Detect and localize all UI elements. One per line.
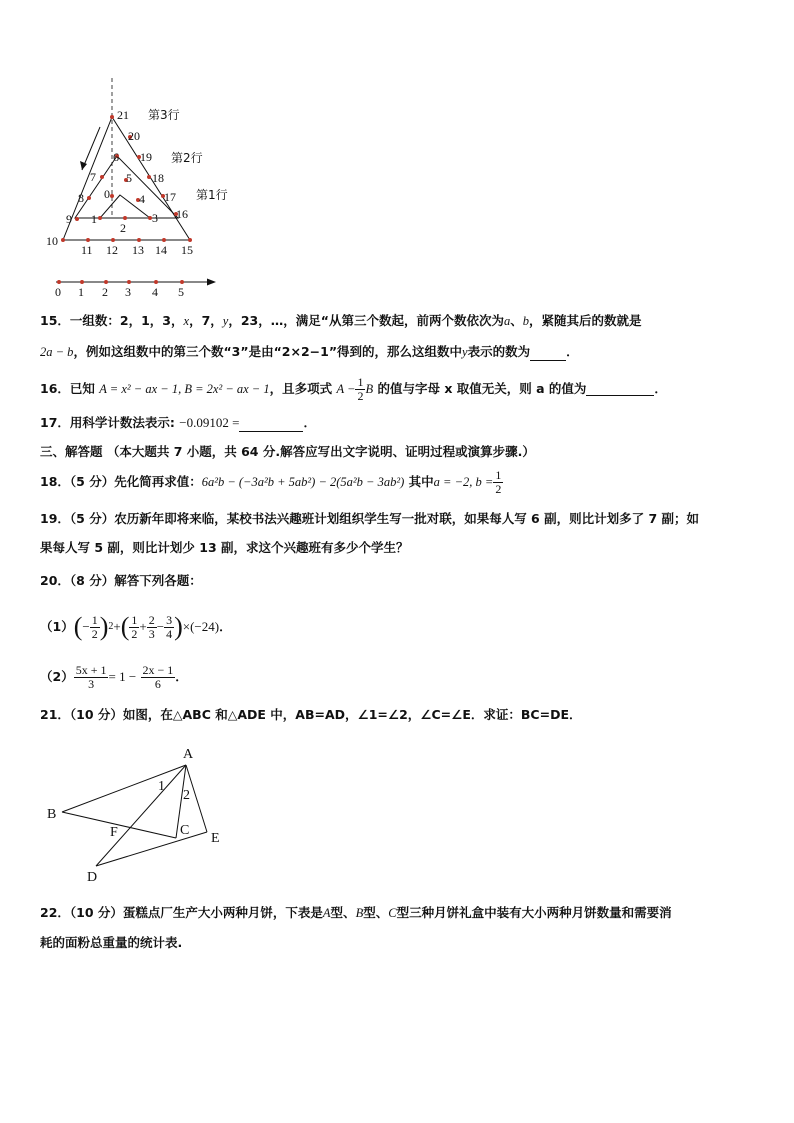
q16-line: 16．已知 A = x² − ax − 1, B = 2x² − ax − 1 ，且多项式 A − $\frac{1}{2}$ B 的值与字母 x 取值无关，则 a 的值为 ． — [40, 374, 667, 403]
q16-answer-blank[interactable] — [586, 383, 654, 396]
angle-2-label: 2 — [183, 788, 190, 803]
num-16: 16 — [176, 207, 188, 221]
num-12: 12 — [106, 243, 118, 257]
nl-tick-4: 4 — [152, 285, 158, 299]
row1-label: 第1行 — [196, 188, 228, 202]
angle-1-label: 1 — [158, 779, 165, 794]
num-20: 20 — [128, 129, 140, 143]
num-21: 21 — [117, 108, 129, 122]
num-10: 10 — [46, 234, 58, 248]
nl-tick-1: 1 — [78, 285, 84, 299]
triangle-figure — [0, 0, 794, 310]
num-18: 18 — [152, 171, 164, 185]
q21-line: 21．（10 分）如图，在△ABC 和△ADE 中，AB=AD，∠1=∠2，∠C=∠E．求证：BC=DE． — [40, 707, 582, 722]
q15-line1: 15．一组数：2，1，3，x，7，y，23，…，满足“从第三个数起，前两个数依次为a、b，紧随其后的数就是 — [40, 313, 642, 328]
q18-line: 18．（5 分）先化简再求值： 6a²b − (−3a²b + 5ab²) − 2(5a²b − 3ab²) 其中 a = −2, b = $\frac{1}{2}$ — [40, 467, 502, 496]
num-2: 2 — [120, 221, 126, 235]
label-A: A — [183, 747, 194, 762]
q18-fraction: $\frac{1}{2}$ — [495, 467, 502, 496]
label-D: D — [87, 870, 98, 885]
label-B: B — [47, 807, 57, 822]
q15-answer-blank[interactable] — [530, 348, 566, 361]
num-19: 19 — [140, 150, 152, 164]
num-14: 14 — [155, 243, 167, 257]
num-9: 9 — [66, 212, 72, 226]
num-0: 0 — [104, 187, 110, 201]
row3-label: 第3行 — [148, 108, 180, 122]
label-F: F — [110, 825, 118, 840]
q20-part1: （1） ( − $\frac{1}{2}$ ) 2 + ( $\frac{1}{2}$ + $\frac{2}{3}$ − $\frac{3}{4}$ ) ×(−24) ． — [40, 612, 232, 641]
q15-line2: 2a − b，例如这组数中的第三个数“3”是由“2×2−1”得到的，那么这组数中y表示的数为 ． — [40, 344, 579, 359]
nl-tick-3: 3 — [125, 285, 131, 299]
row2-label: 第2行 — [171, 151, 203, 165]
q16-fraction: $\frac{1}{2}$ — [357, 374, 364, 403]
num-3: 3 — [152, 211, 158, 225]
num-13: 13 — [132, 243, 144, 257]
nl-tick-5: 5 — [178, 285, 184, 299]
section3-header: 三、解答题 （本大题共 7 小题，共 64 分.解答应写出文字说明、证明过程或演算步骤.） — [40, 444, 535, 459]
q17-answer-blank[interactable] — [239, 419, 303, 432]
nl-tick-2: 2 — [102, 285, 108, 299]
num-1: 1 — [91, 212, 97, 226]
num-6: 6 — [113, 150, 119, 164]
num-11: 11 — [81, 243, 93, 257]
q22-line1: 22．（10 分）蛋糕点厂生产大小两种月饼，下表是A型、B型、C型三种月饼礼盒中装有大小两种月饼数量和需要消 — [40, 905, 672, 920]
q20-part2: （2） $\frac{5x + 1}{3}$ = 1 − $\frac{2x - 1}{6}$ ． — [40, 662, 188, 691]
label-C: C — [180, 823, 190, 838]
q17-line: 17．用科学计数法表示: −0.09102 = ． — [40, 415, 316, 430]
num-17: 17 — [164, 190, 176, 204]
num-7: 7 — [90, 170, 96, 184]
label-E: E — [211, 831, 220, 846]
nl-tick-0: 0 — [55, 285, 61, 299]
num-8: 8 — [78, 191, 84, 205]
q19-line2: 果每人写 5 副，则比计划少 13 副，求这个兴趣班有多少个学生？ — [40, 540, 409, 555]
q20-title: 20．（8 分）解答下列各题： — [40, 573, 202, 588]
num-5: 5 — [126, 171, 132, 185]
q22-line2: 耗的面粉总重量的统计表. — [40, 935, 183, 950]
num-4: 4 — [139, 192, 145, 206]
q19-line1: 19．（5 分）农历新年即将来临，某校书法兴趣班计划组织学生写一批对联，如果每人写 6 副，则比计划多了 7 副；如 — [40, 511, 699, 526]
num-15: 15 — [181, 243, 193, 257]
